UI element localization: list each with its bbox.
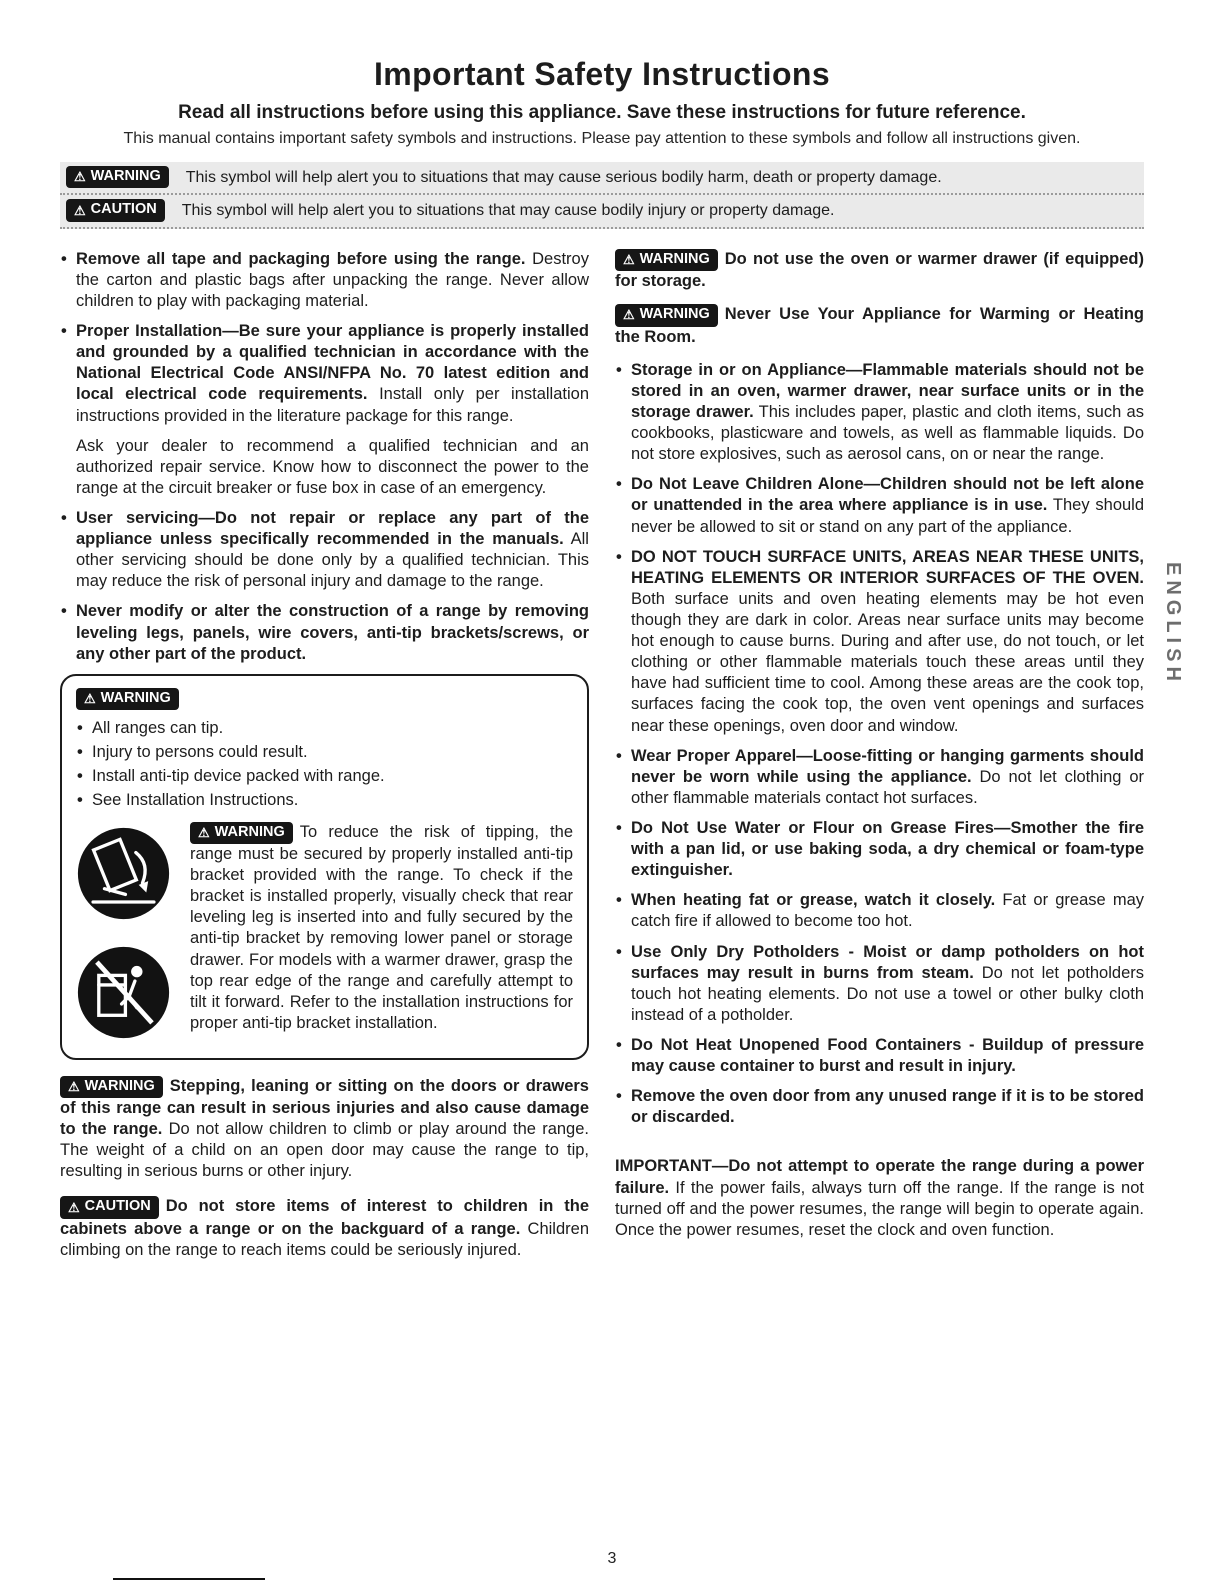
- page-number: 3: [607, 1550, 617, 1567]
- warning-badge-label: WARNING: [84, 1077, 155, 1094]
- list-item: [615, 547, 1144, 737]
- list-item: [615, 942, 1144, 1026]
- dealer-paragraph: Ask your dealer to recommend a qualified technician and an authorized repair service. Know how to disconnect the power to the range at the circuit breaker or fuse box in case of an emergency.: [76, 436, 589, 497]
- hazard-icon-stack: [76, 826, 180, 1040]
- caution-badge-label: CAUTION: [90, 201, 157, 218]
- warning-triangle-icon: ⚠: [68, 1199, 80, 1215]
- item-bold-text: Never modify or alter the construction of a range by removing leveling legs, panels, wire covers, anti-tip brackets/screws, or any other part of the product.: [76, 602, 589, 663]
- warning-symbol-row: [60, 162, 1144, 195]
- warning-triangle-icon: ⚠: [68, 1078, 80, 1094]
- item-bold-text: Proper Installation—Be sure your appliance is properly installed and grounded by a qualified technician in accordance with the National Electrical Code ANSI/NFPA No. 70 latest edition and local electrical code requirements.: [76, 322, 589, 404]
- item-body-text: Children climbing on the range to reach items could be seriously injured.: [60, 1219, 589, 1259]
- item-bold-text: Do not use the oven or warmer drawer (if equipped) for storage.: [615, 249, 1144, 291]
- list-item: [615, 474, 1144, 537]
- item-body-text: Fat or grease may catch fire if allowed to become too hot.: [631, 891, 1144, 931]
- item-bold-text: Do Not Heat Unopened Food Containers - Buildup of pressure may cause container to burst and result in injury.: [631, 1035, 1144, 1076]
- child-climb-prohibited-icon: [76, 945, 180, 1040]
- warning-badge: [190, 822, 293, 844]
- item-bold-text: Never Use Your Appliance for Warming or Heating the Room.: [615, 305, 1144, 346]
- two-column-body: [60, 249, 1144, 1275]
- caution-badge: [60, 1196, 159, 1218]
- warning-symbol-text: This symbol will help alert you to situations that may cause serious bodily harm, death or property damage.: [185, 169, 942, 186]
- item-body-text: Both surface units and oven heating elements may be hot even though they are dark in color. Areas near surface units may become hot enough to cause burns. During and after use, do not touch, or let clothing or other flammable materials touch these areas until they have had sufficient time to cool. Among these areas are the cook top, surfaces facing the cook top, the oven vent openings and surfaces near these openings, oven door and window.: [631, 589, 1144, 735]
- list-item: [615, 890, 1144, 932]
- list-item: [60, 601, 589, 664]
- warning-badge: [60, 1076, 163, 1098]
- right-column: [615, 249, 1144, 1275]
- item-body-text: All other servicing should be done only by a qualified technician. This may reduce the risk of personal injury and damage to the range.: [76, 530, 589, 591]
- item-bold-text: Use Only Dry Potholders - Moist or damp potholders on hot surfaces may result in burns from steam.: [631, 942, 1144, 982]
- warning-triangle-icon: ⚠: [623, 251, 635, 267]
- box-bullet: • Install anti-tip device packed with range.: [76, 766, 573, 787]
- caution-symbol-row: [60, 195, 1144, 228]
- item-bold-text: Wear Proper Apparel—Loose-fitting or hanging garments should never be worn while using the appliance.: [631, 746, 1144, 786]
- room-heating-warning: [615, 304, 1144, 348]
- item-bold-text: IMPORTANT—Do not attempt to operate the range during a power failure.: [615, 1157, 1144, 1197]
- warning-badge-label: WARNING: [214, 823, 285, 840]
- item-bold-text: Storage in or on Appliance—Flammable materials should not be stored in an oven, warmer drawer, near surface units or in the storage drawer.: [631, 360, 1144, 421]
- tip-instructions-block: [76, 822, 573, 1044]
- warning-triangle-icon: ⚠: [623, 307, 635, 323]
- list-item: [615, 360, 1144, 466]
- warning-badge-label: WARNING: [100, 689, 171, 706]
- oven-storage-warning: [615, 249, 1144, 293]
- storage-caution-paragraph: [60, 1196, 589, 1261]
- box-bullet: • Injury to persons could result.: [76, 742, 573, 763]
- warning-badge-label: WARNING: [639, 250, 710, 267]
- anti-tip-warning-box: [60, 674, 589, 1060]
- warning-triangle-icon: ⚠: [74, 202, 86, 218]
- caution-badge-label: CAUTION: [84, 1198, 151, 1215]
- item-body-text: They should never be allowed to sit or stand on any part of the appliance.: [631, 496, 1145, 536]
- box-badge-row: [76, 688, 573, 710]
- language-side-label: ENGLISH: [1162, 562, 1184, 686]
- warning-triangle-icon: ⚠: [84, 690, 96, 706]
- item-bold-text: Do Not Leave Children Alone—Children should not be left alone or unattended in the area where appliance is in use.: [631, 475, 1144, 515]
- item-bold-text: Remove the oven door from any unused range if it is to be stored or discarded.: [631, 1087, 1144, 1127]
- box-bullet: • All ranges can tip.: [76, 718, 573, 739]
- warning-badge-label: WARNING: [90, 168, 161, 184]
- warning-triangle-icon: ⚠: [198, 824, 210, 840]
- item-body-text: If the power fails, always turn off the range. If the range is not turned off and the power resumes, the range will begin to operate again. Once the power resumes, reset the clock and oven function.: [615, 1178, 1144, 1239]
- list-item: [615, 1035, 1144, 1077]
- list-item: [615, 818, 1144, 881]
- item-bold-text: DO NOT TOUCH SURFACE UNITS, AREAS NEAR THESE UNITS, HEATING ELEMENTS OR INTERIOR SURFACES OF THE OVEN.: [631, 547, 1144, 587]
- page-subtitle: Read all instructions before using this appliance. Save these instructions for future reference.: [178, 102, 1026, 123]
- list-item: [615, 746, 1144, 809]
- list-item: [60, 321, 589, 427]
- item-body-text: Do not let potholders touch hot heating elements. Do not use a towel or other bulky cloth instead of a potholder.: [631, 963, 1144, 1024]
- item-body-text: Do not allow children to climb or play around the range. The weight of a child on an open door may cause the range to tip, resulting in serious burns or other injury.: [60, 1120, 589, 1181]
- intro-text: This manual contains important safety symbols and instructions. Please pay attention to these symbols and follow all instructions given.: [123, 130, 1081, 147]
- warning-badge-label: WARNING: [639, 306, 710, 323]
- item-bold-text: When heating fat or grease, watch it closely.: [631, 891, 996, 910]
- page-title: Important Safety Instructions: [373, 56, 831, 92]
- warning-badge: [615, 304, 718, 326]
- item-body-text: Do not let clothing or other flammable materials contact hot surfaces.: [631, 767, 1144, 807]
- item-body-text: Install only per installation instructions provided in the literature package for this range.: [76, 385, 589, 425]
- list-item: [60, 249, 589, 312]
- item-body-text: This includes paper, plastic and cloth items, such as cookbooks, plasticware and towels, as well as flammable liquids. Do not store explosives, such as aerosol cans, on or near the range.: [631, 403, 1144, 464]
- warning-triangle-icon: ⚠: [74, 169, 86, 185]
- caution-symbol-text: This symbol will help alert you to situations that may cause bodily injury or property damage.: [181, 202, 835, 220]
- item-body-text: Destroy the carton and plastic bags after unpacking the range. Never allow children to play with packaging material.: [76, 249, 589, 310]
- box-bullet: • See Installation Instructions.: [76, 790, 573, 811]
- stepping-warning-paragraph: [60, 1076, 589, 1183]
- item-bold-text: Remove all tape and packaging before using the range.: [76, 249, 526, 268]
- list-item: [60, 508, 589, 592]
- item-bold-text: Stepping, leaning or sitting on the doors or drawers of this range can result in serious injuries and also cause damage to the range.: [60, 1076, 589, 1139]
- footer-rule: [113, 1578, 265, 1581]
- important-paragraph: [615, 1156, 1144, 1240]
- left-column: [60, 249, 589, 1275]
- tip-body-text: To reduce the risk of tipping, the range must be secured by properly installed anti-tip bracket provided with the range. To check if the bracket is installed properly, visually check that rear leveling leg is inserted into and fully secured by the anti-tip bracket by removing lower panel or storage drawer. For models with a warmer drawer, grasp the top rear edge of the range and carefully attempt to tilt it forward. Refer to the installation instructions for proper anti-tip bracket installation.: [190, 822, 573, 1032]
- item-bold-text: Do not store items of interest to children in the cabinets above a range or on the backguard of a range.: [60, 1197, 589, 1238]
- warning-badge: [66, 166, 169, 188]
- list-item: [615, 1086, 1144, 1128]
- range-tip-hazard-icon: [76, 826, 180, 921]
- caution-badge: [66, 199, 165, 221]
- warning-badge: [76, 688, 179, 710]
- item-bold-text: Do Not Use Water or Flour on Grease Fires—Smother the fire with a pan lid, or use baking soda, a dry chemical or foam-type extinguisher.: [631, 818, 1144, 880]
- warning-badge: [615, 249, 718, 271]
- item-bold-text: User servicing—Do not repair or replace any part of the appliance unless specifically recommended in the manuals.: [76, 508, 589, 549]
